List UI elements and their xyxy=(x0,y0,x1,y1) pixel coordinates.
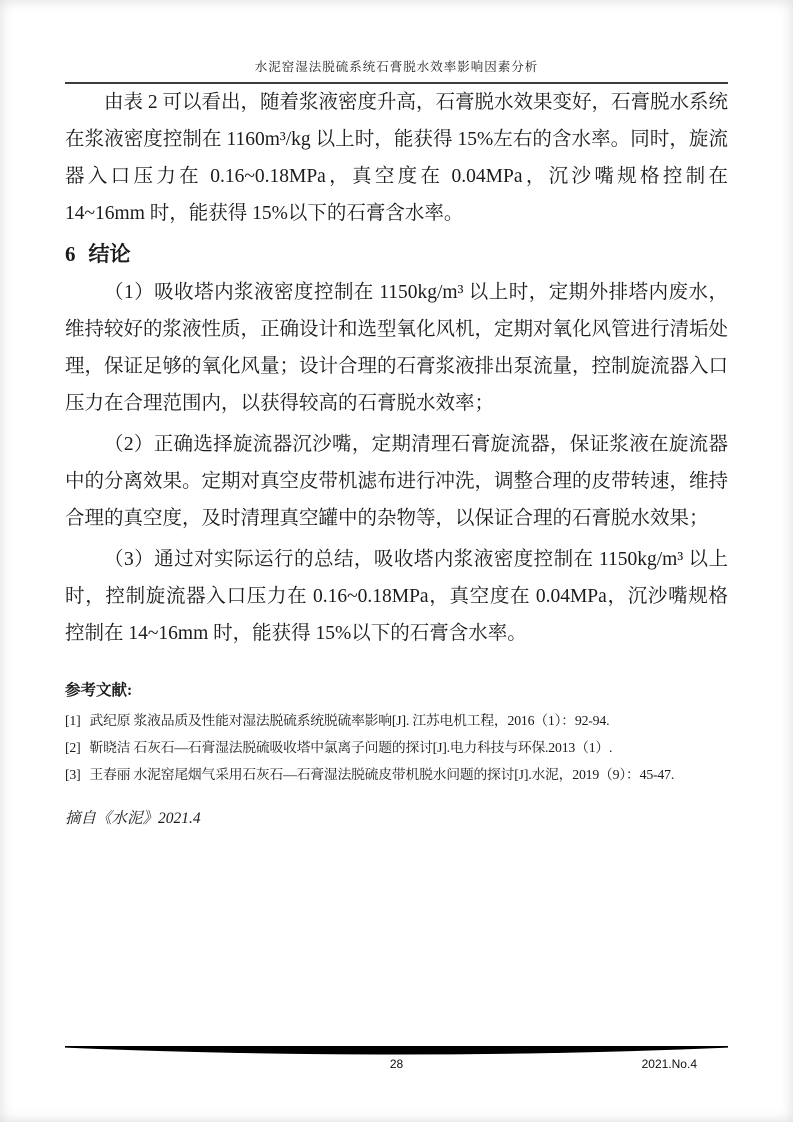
section-number: 6 xyxy=(65,242,76,266)
section-heading xyxy=(65,239,728,269)
reference-marker: [3] xyxy=(65,767,81,782)
page-footer xyxy=(65,1046,728,1073)
reference-marker: [2] xyxy=(65,740,81,755)
reference-text: 靳晓洁 石灰石—石膏湿法脱硫吸收塔中氯离子问题的探讨[J].电力科技与环保.2013（1）. xyxy=(89,740,613,755)
references-heading: 参考文献: xyxy=(65,682,133,699)
reference-text: 王春丽 水泥窑尾烟气采用石灰石—石膏湿法脱硫皮带机脱水问题的探讨[J].水泥，2019（9）：45-47. xyxy=(89,767,675,782)
document-page xyxy=(65,0,728,831)
reference-marker: [1] xyxy=(65,713,81,728)
reference-item xyxy=(65,707,728,734)
conclusion-paragraph-1: （1）吸收塔内浆液密度控制在 1150kg/m³ 以上时，定期外排塔内废水，维持较好的浆液性质，正确设计和选型氧化风机，定期对氧化风管进行清垢处理，保证足够的氧化风量；设计合理的石膏浆液排出泵流量，控制旋流器入口压力在合理范围内，以获得较高的石膏脱水效率； xyxy=(65,282,729,414)
footer-rule xyxy=(65,1046,728,1056)
reference-item xyxy=(65,734,728,761)
page-number: 28 xyxy=(389,1057,404,1071)
conclusion-paragraph-3: （3）通过对实际运行的总结，吸收塔内浆液密度控制在 1150kg/m³ 以上时，控制旋流器入口压力在 0.16~0.18MPa，真空度在 0.04MPa，沉沙嘴规格控制在 14~16mm 时，能获得 15%以下的石膏含水率。 xyxy=(65,549,728,644)
reference-item xyxy=(65,761,728,788)
references-section xyxy=(65,678,728,788)
footer-text-row xyxy=(65,1057,728,1073)
conclusion-paragraph-2: （2）正确选择旋流器沉沙嘴，定期清理石膏旋流器，保证浆液在旋流器中的分离效果。定期对真空皮带机滤布进行冲洗，调整合理的皮带转速，维持合理的真空度，及时清理真空罐中的杂物等，以保证合理的石膏脱水效果； xyxy=(65,434,729,529)
intro-paragraph: 由表 2 可以看出，随着浆液密度升高，石膏脱水效果变好，石膏脱水系统在浆液密度控制在 1160m³/kg 以上时，能获得 15%左右的含水率。同时，旋流器入口压力在 0.16~0.18MPa，真空度在 0.04MPa，沉沙嘴规格控制在 14~16mm 时，能获得 15%以下的石膏含水率。 xyxy=(65,92,729,224)
issue-label: 2021.No.4 xyxy=(641,1057,697,1071)
section-title: 结论 xyxy=(88,242,131,266)
source-note: 摘自《水泥》2021.4 xyxy=(65,810,201,827)
reference-text: 武纪原 浆液品质及性能对湿法脱硫系统脱硫率影响[J]. 江苏电机工程，2016（1）：92-94. xyxy=(89,713,610,728)
running-head-title: 水泥窑湿法脱硫系统石膏脱水效率影响因素分析 xyxy=(254,60,539,74)
page-header xyxy=(65,0,728,84)
